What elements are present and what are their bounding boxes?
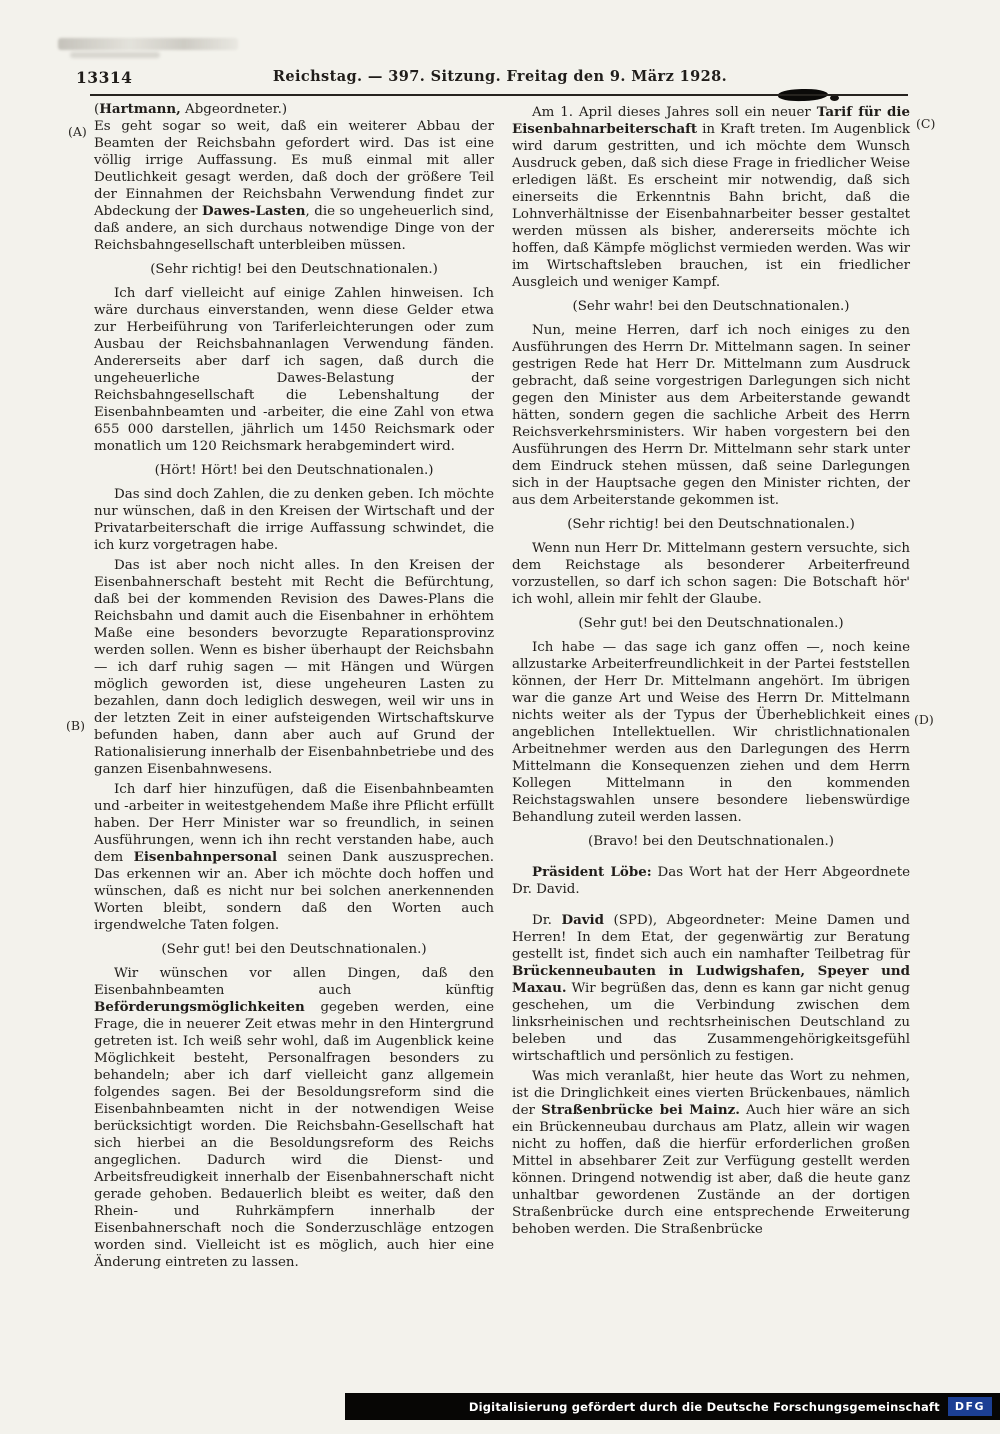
header-rule [90, 94, 908, 96]
paragraph: Ich darf hier hinzufügen, daß die Eisenbahnbeamten und -arbeiter in weitestgehendem Maße ihre Pflicht erfüllt haben. Der Herr Minister war so freundlich, in seinen Ausführungen, wenn ich ihn recht verstanden habe, auch dem Eisenbahnpersonal seinen Dank auszusprechen. Das erkennen wir an. Aber ich möchte doch hoffen und wünschen, daß es nicht nur bei solchen anerkennenden Worten bleibt, sondern daß den Worten auch irgendwelche Taten folgen. [94, 782, 494, 933]
paragraph: Was mich veranlaßt, hier heute das Wort zu nehmen, ist die Dringlichkeit eines vierten Brückenbaues, nämlich der Straßenbrücke bei Mainz. Auch hier wäre an sich ein Brückenneubau durchaus am Platz, allein wir wagen nicht zu hoffen, daß die hierfür erforderlichen großen Mittel in absehbarer Zeit zur Verfügung gestellt werden können. Dringend notwendig ist aber, daß die heute ganz unhaltbar gewordenen Zustände an der dortigen Straßenbrücke durch eine entsprechende Erweiterung behoben werden. Die Straßenbrücke [512, 1069, 910, 1237]
margin-marker-a: (A) [68, 124, 87, 139]
interjection: (Bravo! bei den Deutschnationalen.) [587, 834, 835, 849]
dfg-logo: DFG [948, 1397, 992, 1416]
interjection: (Sehr gut! bei den Deutschnationalen.) [161, 942, 427, 957]
paragraph: Am 1. April dieses Jahres soll ein neuer Tarif für die Eisenbahnarbeiterschaft in Kraft treten. Im Augenblick wird darum gestritten, und ich möchte dem Wunsch Ausdruck geben, daß sich diese Frage in friedlicher Weise erledigen läßt. Es erscheint mir notwendig, daß sich einerseits die Erkenntnis Bahn bricht, daß die Lohnverhältnisse der Eisenbahnarbeiter besser gestaltet werden müssen als bisher, andererseits möchte ich hoffen, daß Kämpfe möglichst vermieden werden. Was wir im Wirtschaftsleben brauchen, ist ein friedlicher Ausgleich und weniger Kampf. [512, 104, 910, 290]
interjection: (Sehr gut! bei den Deutschnationalen.) [578, 616, 844, 631]
paragraph: (Hartmann, Abgeordneter.) [94, 101, 288, 117]
speaker-paragraph: Präsident Löbe: Das Wort hat der Herr Abgeordnete Dr. David. [512, 864, 910, 897]
header-title: Reichstag. — 397. Sitzung. Freitag den 9. März 1928. [272, 68, 728, 85]
paragraph: Wir wünschen vor allen Dingen, daß den Eisenbahnbeamten auch künftig Beförderungsmöglichkeiten gegeben werden, eine Frage, die in neuerer Zeit etwas mehr in den Hintergrund getreten ist. Ich weiß sehr wohl, daß im Augenblick keine Möglichkeit besteht, Personalfragen besonders zu behandeln; aber ich darf vielleicht ganz allgemein folgendes sagen. Bei der Besoldungsreform sind die Eisenbahnbeamten nicht in der notwendigen Weise berücksichtigt worden. Die Reichsbahn-Gesellschaft hat sich hierbei an die Besoldungsreform des Reichs angeglichen. Dadurch wird die Dienst- und Arbeitsfreudigkeit innerhalb der Eisenbahnerschaft nicht gerade gehoben. Bedauerlich bleibt es weiter, daß den Rhein- und Ruhrkämpfern innerhalb der Eisenbahnerschaft noch die Sonderzuschläge entzogen worden sind. Vielleicht ist es möglich, auch hier eine Änderung eintreten zu lassen. [94, 966, 494, 1270]
digitization-credit-text: Digitalisierung gefördert durch die Deutsche Forschungsgemeinschaft [468, 1399, 940, 1414]
interjection: (Sehr richtig! bei den Deutschnationalen.) [567, 517, 855, 532]
paragraph: Das ist aber noch nicht alles. In den Kreisen der Eisenbahnerschaft besteht mit Recht die Befürchtung, daß bei der kommenden Revision des Dawes-Plans die Reichsbahn und damit auch die Eisenbahner in erhöhtem Maße eine besonders bevorzugte Reparationsprovinz werden sollen. Wenn es bisher überhaupt der Reichsbahn — ich darf ruhig sagen — mit Hängen und Würgen möglich geworden ist, diese ungeheuren Lasten zu bezahlen, dann doch lediglich deswegen, weil wir uns in der letzten Zeit in einer aufsteigenden Wirtschaftskurve befunden haben, dann aber auch auf Grund der Rationalisierung innerhalb der Eisenbahnbetriebe und des ganzen Eisenbahnwesens. [94, 558, 494, 777]
paragraph: Das sind doch Zahlen, die zu denken geben. Ich möchte nur wünschen, daß in den Kreisen der Wirtschaft und der Privatarbeiterschaft die irrige Auffassung schwindet, die ich kurz vorgetragen habe. [94, 487, 494, 553]
page-header [0, 68, 1000, 90]
paragraph: Es geht sogar so weit, daß ein weiterer Abbau der Beamten der Reichsbahn gefordert wird. Das ist eine völlig irrige Auffassung. Es muß einmal mit aller Deutlichkeit gesagt werden, daß doch der größere Teil der Einnahmen der Reichsbahn Verwendung findet zur Abdeckung der Dawes-Lasten, die so ungeheuerlich sind, daß andere, an sich durchaus notwendige Dinge von der Reichsbahngesellschaft unterbleiben müssen. [94, 119, 494, 253]
paragraph: Nun, meine Herren, darf ich noch einiges zu den Ausführungen des Herrn Dr. Mittelmann sagen. In seiner gestrigen Rede hat Herr Dr. Mittelmann zum Ausdruck gebracht, daß seine vorgestrigen Darlegungen sich nicht gegen den Minister aus dem Arbeiterstande gewandt hätten, sondern gegen die sachliche Arbeit des Herrn Reichsverkehrsministers. Wir haben vorgestern bei den Ausführungen des Herrn Dr. Mittelmann sehr stark unter dem Eindruck stehen müssen, daß seine Darlegungen sich in der Hauptsache gegen den Minister richten, der aus dem Arbeiterstande gekommen ist. [512, 323, 910, 508]
speaker-paragraph: Dr. David (SPD), Abgeordneter: Meine Damen und Herren! In dem Etat, der gegenwärtig zur Beratung gestellt ist, findet sich auch ein namhafter Teilbetrag für Brückenneubauten in Ludwigshafen, Speyer und Maxau. Wir begrüßen das, denn es kann gar nicht genug geschehen, um die Verbindung zwischen dem linksrheinischen und rechtsrheinischen Deutschland zu beleben und das Zusammengehörigkeitsgefühl wirtschaftlich und persönlich zu festigen. [512, 912, 910, 1064]
scan-artifact-smudge [70, 52, 160, 58]
left-text-column [94, 101, 494, 1271]
paragraph: Wenn nun Herr Dr. Mittelmann gestern versuchte, sich dem Reichstage als besonderer Arbeiterfreund vorzustellen, so darf ich schon sagen: Die Botschaft hör' ich wohl, allein mir fehlt der Glaube. [512, 541, 910, 607]
paragraph: Ich habe — das sage ich ganz offen —, noch keine allzustarke Arbeiterfreundlichkeit in der Partei feststellen können, der Herr Dr. Mittelmann angehört. Im übrigen war die ganze Art und Weise des Herrn Dr. Mittelmann nichts weiter als der Typus der Überheblichkeit eines angeblichen Intellektuellen. Wir christlichnationalen Arbeitnehmer werden aus den Darlegungen des Herrn Mittelmann die Konsequenzen ziehen und dem Herrn Kollegen Mittelmann in den kommenden Reichstagswahlen unsere besondere liebenswürdige Behandlung zuteil werden lassen. [512, 640, 910, 825]
margin-marker-c: (C) [916, 116, 936, 131]
paragraph: Ich darf vielleicht auf einige Zahlen hinweisen. Ich wäre durchaus einverstanden, wenn diese Gelder etwa zur Herbeiführung von Tariferleichterungen oder zum Ausbau der Reichsbahnanlagen Verwendung fänden. Andererseits aber darf ich sagen, daß durch die ungeheuerliche Dawes-Belastung der Reichsbahngesellschaft die Lebenshaltung der Eisenbahnbeamten und -arbeiter, die eine Zahl von etwa 655 000 darstellen, jährlich um 1450 Reichsmark oder monatlich um 120 Reichsmark herabgemindert wird. [94, 286, 494, 454]
right-text-column [512, 101, 910, 1238]
page-number: 13314 [76, 68, 133, 87]
interjection: (Sehr richtig! bei den Deutschnationalen.) [150, 262, 438, 277]
scan-artifact-smudge [58, 38, 238, 50]
margin-marker-d: (D) [914, 712, 934, 727]
margin-marker-b: (B) [66, 718, 85, 733]
digitization-footer-bar [345, 1393, 1000, 1420]
interjection: (Hört! Hört! bei den Deutschnationalen.) [154, 463, 434, 478]
interjection: (Sehr wahr! bei den Deutschnationalen.) [572, 299, 850, 314]
